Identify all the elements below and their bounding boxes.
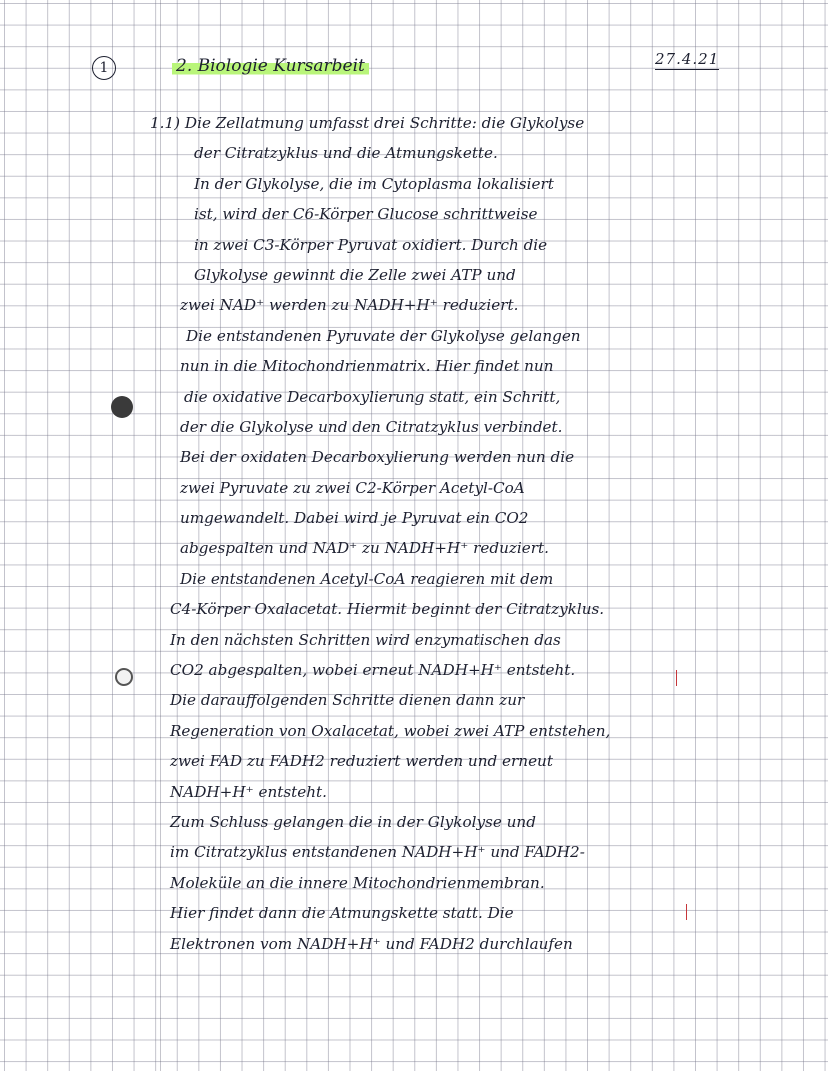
text-line: zwei FAD zu FADH2 reduziert werden und erneut (170, 752, 553, 771)
handwritten-text (150, 108, 670, 959)
text-line: nun in die Mitochondrienmatrix. Hier findet nun (180, 357, 554, 376)
punch-hole-top (111, 396, 133, 418)
text-line: der Citratzyklus und die Atmungskette. (194, 144, 498, 163)
text-line: der die Glykolyse und den Citratzyklus verbindet. (180, 417, 563, 436)
text-line: CO2 abgespalten, wobei erneut NADH+H⁺ entsteht. (170, 661, 576, 680)
text-line: Glykolyse gewinnt die Zelle zwei ATP und (194, 265, 516, 284)
page-title: 2. Biologie Kursarbeit (172, 56, 369, 76)
text-line: Bei der oxidaten Decarboxylierung werden nun die (180, 448, 575, 467)
correction-mark (676, 670, 677, 686)
page-date: 27.4.21 (655, 50, 720, 68)
text-line: Die entstandenen Acetyl-CoA reagieren mit dem (180, 569, 554, 588)
text-line: abgespalten und NAD⁺ zu NADH+H⁺ reduziert. (180, 539, 549, 558)
text-line: in zwei C3-Körper Pyruvat oxidiert. Durch die (194, 235, 548, 254)
punch-hole-bottom (115, 668, 133, 686)
text-line: In der Glykolyse, die im Cytoplasma lokalisiert (194, 174, 554, 193)
text-line: Hier findet dann die Atmungskette statt. Die (170, 904, 514, 923)
text-line: In den nächsten Schritten wird enzymatischen das (170, 630, 561, 649)
text-line: Die entstandenen Pyruvate der Glykolyse gelangen (186, 326, 581, 345)
text-line: zwei Pyruvate zu zwei C2-Körper Acetyl-CoA (180, 478, 525, 497)
text-line: zwei NAD⁺ werden zu NADH+H⁺ reduziert. (180, 296, 519, 315)
text-line: C4-Körper Oxalacetat. Hiermit beginnt der Citratzyklus. (170, 600, 605, 619)
page-number: 1 (92, 56, 116, 80)
text-line: Die darauffolgenden Schritte dienen dann zur (170, 691, 525, 710)
text-line: Elektronen vom NADH+H⁺ und FADH2 durchlaufen (170, 934, 573, 953)
correction-mark (686, 904, 687, 920)
text-line: umgewandelt. Dabei wird je Pyruvat ein CO2 (180, 509, 529, 528)
text-line: ist, wird der C6-Körper Glucose schrittweise (194, 205, 538, 224)
text-line: im Citratzyklus entstandenen NADH+H⁺ und FADH2- (170, 843, 585, 862)
text-line: Moleküle an die innere Mitochondrienmembran. (170, 873, 545, 892)
text-line: NADH+H⁺ entsteht. (170, 782, 327, 801)
text-line: Regeneration von Oxalacetat, wobei zwei ATP entstehen, (170, 721, 611, 740)
text-line: die oxidative Decarboxylierung statt, ein Schritt, (184, 387, 561, 406)
text-line: 1.1) Die Zellatmung umfasst drei Schritte: die Glykolyse (150, 114, 585, 132)
text-line: Zum Schluss gelangen die in der Glykolyse und (170, 812, 536, 831)
